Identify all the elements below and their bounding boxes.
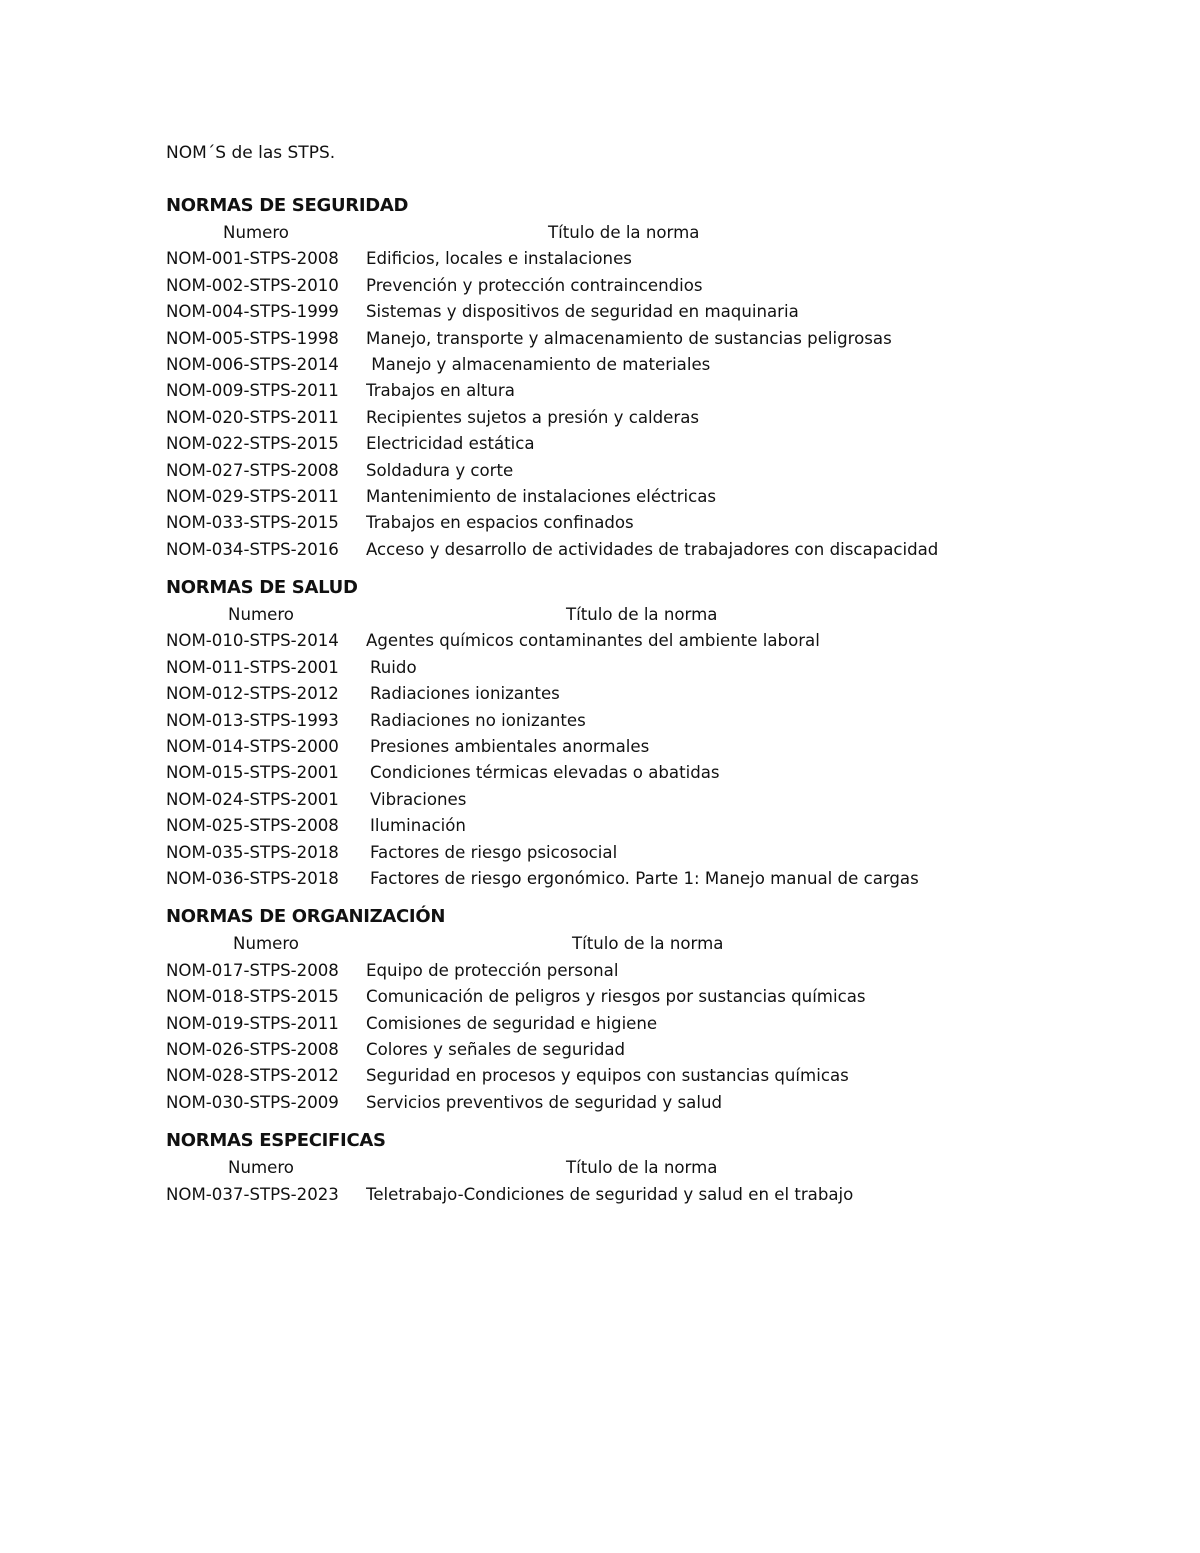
- norm-title: Agentes químicos contaminantes del ambiente laboral: [366, 631, 820, 651]
- section-normas-salud: [166, 574, 1126, 892]
- norm-title: Edificios, locales e instalaciones: [366, 249, 632, 269]
- table-row: [166, 813, 1126, 839]
- norm-number: NOM-035-STPS-2018: [166, 842, 339, 862]
- table-row: [166, 273, 1126, 299]
- table-row: [166, 326, 1126, 352]
- table-row: [166, 1011, 1126, 1037]
- column-header-numero: Numero: [223, 223, 289, 242]
- column-header-titulo: Título de la norma: [572, 934, 724, 954]
- norm-title: Recipientes sujetos a presión y calderas: [366, 407, 700, 427]
- table-header: [166, 931, 1126, 957]
- norm-title: Manejo y almacenamiento de materiales: [366, 354, 711, 374]
- norm-number: NOM-009-STPS-2011: [166, 381, 339, 401]
- norm-number: NOM-037-STPS-2023: [166, 1184, 339, 1204]
- column-header-numero: Numero: [233, 934, 299, 954]
- section-normas-seguridad: [166, 192, 1126, 563]
- norm-title: Trabajos en altura: [366, 381, 515, 401]
- document-title: NOM´S de las STPS.: [166, 143, 336, 163]
- table-row: [166, 484, 1126, 510]
- norm-title: Acceso y desarrollo de actividades de trabajadores con discapacidad: [366, 539, 939, 559]
- norm-title: Factores de riesgo psicosocial: [370, 842, 618, 862]
- norm-title: Equipo de protección personal: [366, 960, 619, 980]
- norm-title: Radiaciones ionizantes: [370, 684, 560, 704]
- norm-title: Servicios preventivos de seguridad y salud: [366, 1092, 722, 1112]
- norm-title: Comunicación de peligros y riesgos por sustancias químicas: [366, 987, 866, 1007]
- section-title: NORMAS ESPECIFICAS: [166, 1130, 386, 1152]
- norm-title: Soldadura y corte: [366, 460, 514, 480]
- document-page: [166, 140, 1126, 1219]
- table-row: [166, 510, 1126, 536]
- table-row: [166, 840, 1126, 866]
- section-title: NORMAS DE ORGANIZACIÓN: [166, 906, 446, 928]
- norm-title: Teletrabajo-Condiciones de seguridad y salud en el trabajo: [366, 1184, 854, 1204]
- norm-number: NOM-002-STPS-2010: [166, 275, 339, 295]
- column-header-titulo: Título de la norma: [548, 223, 700, 242]
- norm-number: NOM-006-STPS-2014: [166, 354, 339, 374]
- table-row: [166, 984, 1126, 1010]
- table-row: [166, 378, 1126, 404]
- table-row: [166, 299, 1126, 325]
- table-row: [166, 760, 1126, 786]
- norm-title: Condiciones térmicas elevadas o abatidas: [370, 763, 720, 783]
- table-row: [166, 1090, 1126, 1116]
- norm-title: Iluminación: [370, 816, 466, 836]
- norm-number: NOM-011-STPS-2001: [166, 657, 339, 677]
- table-row: [166, 1037, 1126, 1063]
- table-row: [166, 628, 1126, 654]
- norm-number: NOM-034-STPS-2016: [166, 539, 339, 559]
- table-row: [166, 681, 1126, 707]
- norm-title: Radiaciones no ionizantes: [370, 710, 586, 730]
- table-row: [166, 866, 1126, 892]
- table-row: [166, 352, 1126, 378]
- table-row: [166, 655, 1126, 681]
- norm-number: NOM-004-STPS-1999: [166, 302, 339, 322]
- table-row: [166, 458, 1126, 484]
- norm-title: Electricidad estática: [366, 434, 535, 454]
- norm-number: NOM-018-STPS-2015: [166, 987, 339, 1007]
- section-normas-especificas: [166, 1127, 1126, 1208]
- column-header-titulo: Título de la norma: [566, 605, 718, 625]
- norm-number: NOM-017-STPS-2008: [166, 960, 339, 980]
- norm-number: NOM-005-STPS-1998: [166, 328, 339, 348]
- table-header: [166, 220, 1126, 246]
- norm-number: NOM-036-STPS-2018: [166, 868, 339, 888]
- norm-number: NOM-028-STPS-2012: [166, 1066, 339, 1086]
- column-header-numero: Numero: [228, 605, 294, 625]
- section-title: NORMAS DE SEGURIDAD: [166, 195, 409, 216]
- norm-title: Sistemas y dispositivos de seguridad en maquinaria: [366, 302, 799, 322]
- norm-number: NOM-022-STPS-2015: [166, 434, 339, 454]
- column-header-numero: Numero: [228, 1158, 294, 1178]
- table-row: [166, 958, 1126, 984]
- norm-number: NOM-024-STPS-2001: [166, 789, 339, 809]
- table-header: [166, 1155, 1126, 1181]
- section-title: NORMAS DE SALUD: [166, 577, 358, 599]
- norm-number: NOM-015-STPS-2001: [166, 763, 339, 783]
- norm-number: NOM-025-STPS-2008: [166, 816, 339, 836]
- table-row: [166, 708, 1126, 734]
- table-row: [166, 1182, 1126, 1208]
- norm-number: NOM-027-STPS-2008: [166, 460, 339, 480]
- norm-title: Trabajos en espacios confinados: [366, 513, 634, 533]
- norm-title: Comisiones de seguridad e higiene: [366, 1013, 658, 1033]
- norm-number: NOM-001-STPS-2008: [166, 249, 339, 269]
- norm-number: NOM-026-STPS-2008: [166, 1039, 339, 1059]
- norm-title: Factores de riesgo ergonómico. Parte 1: Manejo manual de cargas: [370, 868, 919, 888]
- norm-title: Manejo, transporte y almacenamiento de sustancias peligrosas: [366, 328, 892, 348]
- table-row: [166, 405, 1126, 431]
- norm-title: Colores y señales de seguridad: [366, 1039, 626, 1059]
- norm-number: NOM-030-STPS-2009: [166, 1092, 339, 1112]
- norm-title: Mantenimiento de instalaciones eléctricas: [366, 486, 717, 506]
- table-row: [166, 787, 1126, 813]
- norm-number: NOM-019-STPS-2011: [166, 1013, 339, 1033]
- norm-title: Ruido: [370, 657, 417, 677]
- norm-number: NOM-020-STPS-2011: [166, 407, 339, 427]
- table-row: [166, 431, 1126, 457]
- norm-title: Vibraciones: [370, 789, 467, 809]
- table-row: [166, 734, 1126, 760]
- table-row: [166, 246, 1126, 272]
- norm-number: NOM-033-STPS-2015: [166, 513, 339, 533]
- section-normas-organizacion: [166, 903, 1126, 1116]
- norm-number: NOM-029-STPS-2011: [166, 486, 339, 506]
- norm-title: Seguridad en procesos y equipos con sustancias químicas: [366, 1066, 849, 1086]
- norm-title: Prevención y protección contraincendios: [366, 275, 703, 295]
- table-header: [166, 602, 1126, 628]
- norm-title: Presiones ambientales anormales: [370, 737, 650, 757]
- norm-number: NOM-012-STPS-2012: [166, 684, 339, 704]
- column-header-titulo: Título de la norma: [566, 1158, 718, 1178]
- table-row: [166, 1063, 1126, 1089]
- norm-number: NOM-014-STPS-2000: [166, 737, 339, 757]
- norm-number: NOM-010-STPS-2014: [166, 631, 339, 651]
- table-row: [166, 537, 1126, 563]
- norm-number: NOM-013-STPS-1993: [166, 710, 339, 730]
